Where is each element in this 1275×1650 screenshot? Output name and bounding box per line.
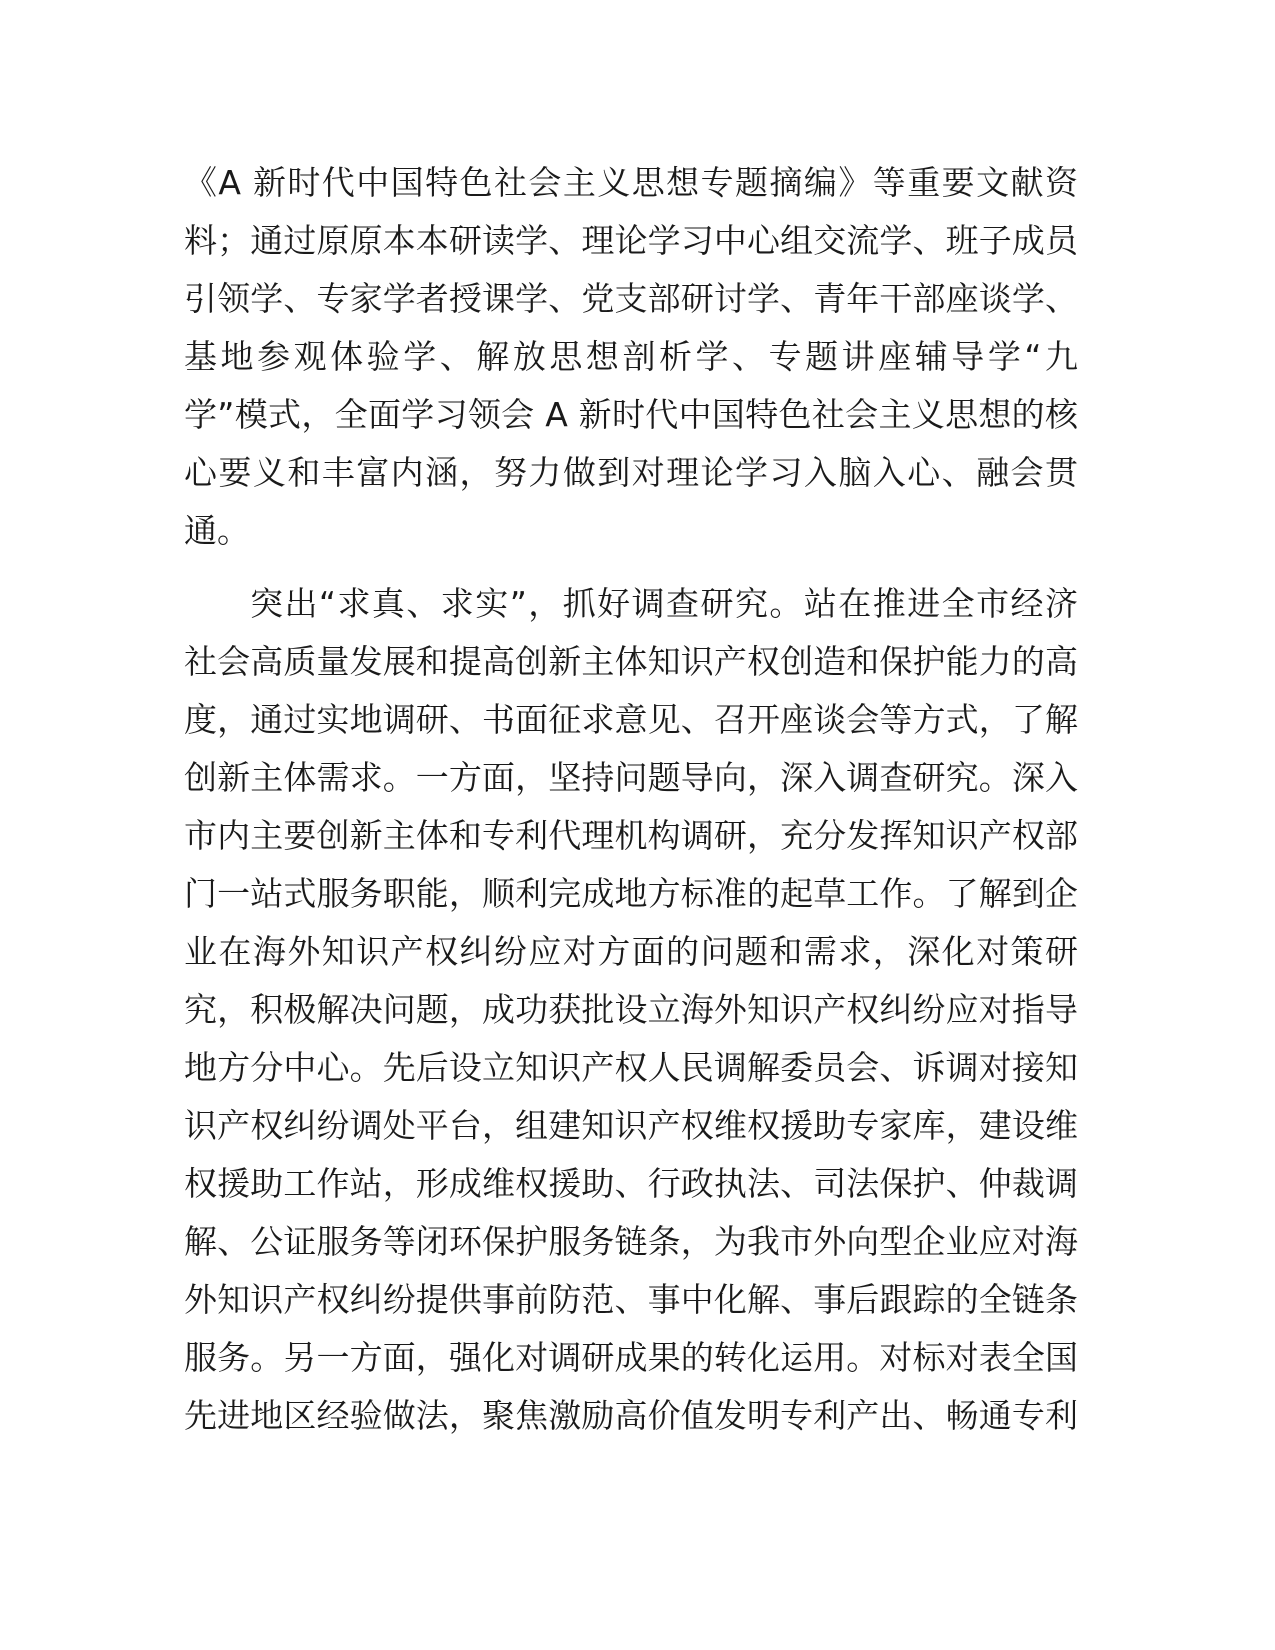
text-line: 权援助工作站，形成维权援助、行政执法、司法保护、仲裁调: [184, 1164, 1078, 1203]
text-line: 创新主体需求。一方面，坚持问题导向，深入调查研究。深入: [184, 758, 1078, 797]
text-line: 度，通过实地调研、书面征求意见、召开座谈会等方式，了解: [184, 700, 1078, 739]
text-line: 门一站式服务职能，顺利完成地方标准的起草工作。了解到企: [184, 874, 1078, 913]
text-line: 通。: [184, 511, 250, 550]
text-line: 社会高质量发展和提高创新主体知识产权创造和保护能力的高: [184, 642, 1078, 681]
text-line: 业在海外知识产权纠纷应对方面的问题和需求，深化对策研: [184, 932, 1078, 971]
text-line: 究，积极解决问题，成功获批设立海外知识产权纠纷应对指导: [184, 990, 1078, 1029]
text-line: 料；通过原原本本研读学、理论学习中心组交流学、班子成员: [184, 221, 1078, 260]
text-line: 服务。另一方面，强化对调研成果的转化运用。对标对表全国: [184, 1338, 1078, 1377]
paragraph-theory-study: [184, 154, 1078, 560]
paragraph-research: [184, 575, 1078, 1445]
text-line: 《A 新时代中国特色社会主义思想专题摘编》等重要文献资: [184, 163, 1078, 202]
text-line: 识产权纠纷调处平台，组建知识产权维权援助专家库，建设维: [184, 1106, 1078, 1145]
text-line: 引领学、专家学者授课学、党支部研讨学、青年干部座谈学、: [184, 279, 1078, 318]
text-line: 先进地区经验做法，聚焦激励高价值发明专利产出、畅通专利: [184, 1396, 1078, 1435]
text-line: 心要义和丰富内涵，努力做到对理论学习入脑入心、融会贯: [184, 453, 1078, 492]
text-line: 学”模式，全面学习领会 A 新时代中国特色社会主义思想的核: [184, 395, 1078, 434]
text-line: 突出“求真、求实”，抓好调查研究。站在推进全市经济: [250, 584, 1078, 623]
text-line: 外知识产权纠纷提供事前防范、事中化解、事后跟踪的全链条: [184, 1280, 1078, 1319]
text-line: 基地参观体验学、解放思想剖析学、专题讲座辅导学“九: [184, 337, 1078, 376]
text-line: 市内主要创新主体和专利代理机构调研，充分发挥知识产权部: [184, 816, 1078, 855]
text-line: 地方分中心。先后设立知识产权人民调解委员会、诉调对接知: [184, 1048, 1078, 1087]
text-line: 解、公证服务等闭环保护服务链条，为我市外向型企业应对海: [184, 1222, 1078, 1261]
